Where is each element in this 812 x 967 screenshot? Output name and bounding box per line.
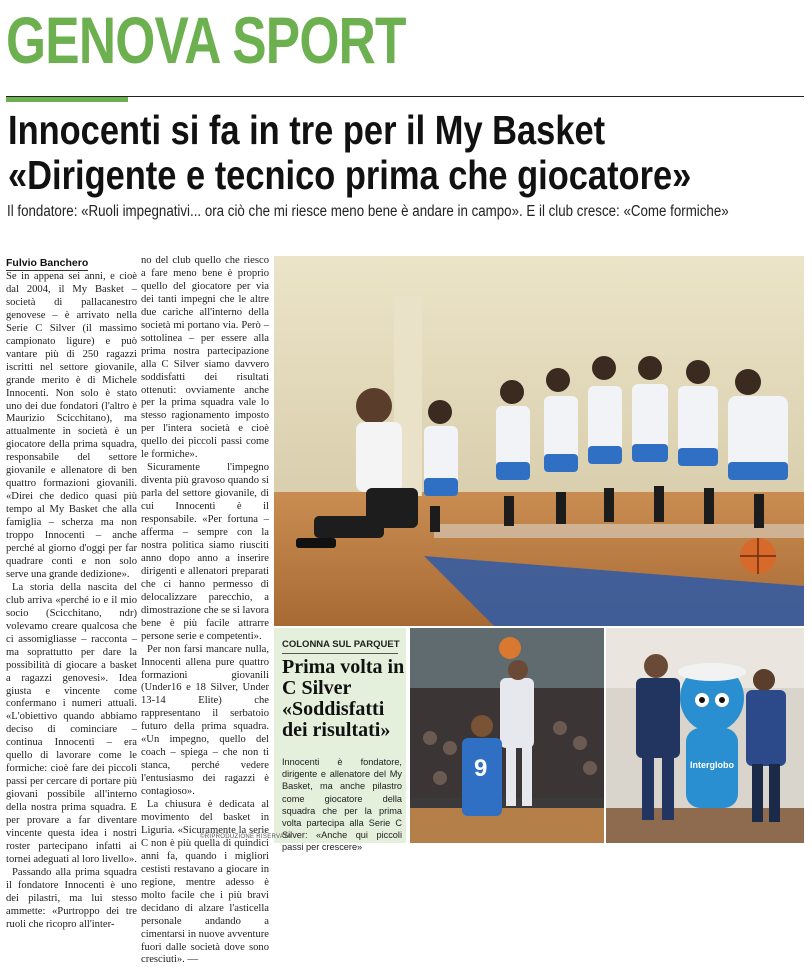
- section-title: GENOVA SPORT: [6, 3, 406, 77]
- team-bench-photo: [274, 256, 804, 626]
- game-action-photo: [410, 628, 604, 843]
- sidebar-title: Prima volta in C Silver «Soddisfatti dei risultati»: [282, 656, 405, 741]
- paragraph: Per non farsi mancare nulla, Innocenti allena pure quattro formazioni giovanili (Under16 e 18 Silver, Under 13-14 Elite) che rappresentano il serbatoio futuro della prima squadra. «Un impegno, quello del coach – spiega – che non ti stanca, perché vedere l'entusiasmo dei ragazzi è contagioso».: [141, 643, 269, 798]
- paragraph: La chiusura è dedicata al movimento del basket in Liguria. «Sicuramente la serie C non è più quella di quindici anni fa, quando i migliori cestisti restavano a giocare in regione, mentre adesso è molto facile che i più bravi decidano di alzare l'asticella personale andando a cimentarsi in nuove avventure fuori dalle società dove sono cresciuti». —: [141, 799, 269, 966]
- byline: Fulvio Banchero: [6, 257, 89, 269]
- jersey-number: 9: [474, 755, 488, 782]
- subheadline: Il fondatore: «Ruoli impegnativi... ora ciò che mi riesce meno bene è andare in campo». E il club cresce: «Come formiche»: [7, 203, 729, 220]
- sidebar-caption: Innocenti è fondatore, dirigente e allenatore del My Basket, ma anche pilastro come giocatore della squadra che per la prima volta partecipa alla Serie C Silver: «Anche qui piccoli passi per crescere»: [282, 757, 402, 853]
- sidebar-kicker-rule: [282, 653, 398, 654]
- sidebar-kicker: COLONNA SUL PARQUET: [282, 639, 400, 650]
- headline-line-1: Innocenti si fa in tre per il My Basket: [8, 107, 606, 153]
- paragraph: Passando alla prima squadra il fondatore Innocenti è uno dei pilastri, ma lui stesso ammette: «Purtroppo dei tre ruoli che ricopro all'inter-: [6, 866, 137, 930]
- paragraph: Sicuramente l'impegno diventa più gravoso quando si parla del settore giovanile, di cui Innocenti è il responsabile. «Per fortuna – afferma – sempre con la nostra politica siamo riusciti anno dopo anno a inserire dirigenti e allenatori preparati che ci hanno permesso di delocalizzare parecchio, a dimostrazione che se si lavora bene è più facile attrarre persone serie e competenti».: [141, 462, 269, 642]
- mascot-photo: [606, 628, 804, 843]
- article-column-1: [6, 271, 137, 930]
- paragraph: no del club quello che riesco a fare meno bene è proprio quello del giocatore per via dei tanti impegni che le altre due cariche all'interno della società mi portano via. Però – sottolinea – per essere alla prima nostra partecipazione alla C Silver siamo davvero soddisfatti dei risultati ottenuti: ovviamente anche per la prima squadra vale lo stesso ragionamento imposto per l'intera società e cioè quello dei piccoli passi come le formiche».: [141, 255, 269, 461]
- sponsor-text: Interglobo: [690, 760, 734, 770]
- paragraph: Se in appena sei anni, e cioè dal 2004, il My Basket – società di pallacanestro genovese – è arrivato nella Serie C Silver (il massimo campionato ligure) e può vantare più di 250 ragazzi iscritti nel settore giovanile, grande merito è di Michele Innocenti. Non solo è stato uno dei due fondatori (l'altro è Maurizio Scicchitano), ma attualmente in società è un giocatore della prima squadra, responsabile del settore giovanile e allenatore di ben quattro formazioni giovanili. «Direi che dedico quasi più tempo al My Basket che alla famiglia – scherza ma non troppo Innocenti – anche perché al giorno d'oggi per far quadrare conti e non solo serve una grande dedizione».: [6, 271, 137, 580]
- copyright-credit: ©RIPRODUZIONE RISERVATA: [200, 834, 292, 840]
- article-column-2: [141, 255, 269, 966]
- header-accent-rule: [6, 97, 128, 102]
- headline-line-2: «Dirigente e tecnico prima che giocatore»: [8, 152, 692, 198]
- paragraph: La storia della nascita del club arriva «perché io e il mio socio (Scicchitano, ndr) volevamo creare qualcosa che ci assomigliasse – racconta – ma soprattutto per dare la possibilità di giocare a basket a ragazzi genovesi». Idea giusta e vincente come confermano i numeri attuali. «L'obiettivo quando abbiamo deciso di cominciare – continua Innocenti – era quello di lavorare come le formiche: cioè fare dei piccoli passi per cercare di portare più giovani possibile all'interno della nostra prima squadra. E per provare a far diventare vincente questa idea i nostri roster partecipano infatti ai tornei adeguati al loro livello».: [6, 581, 137, 865]
